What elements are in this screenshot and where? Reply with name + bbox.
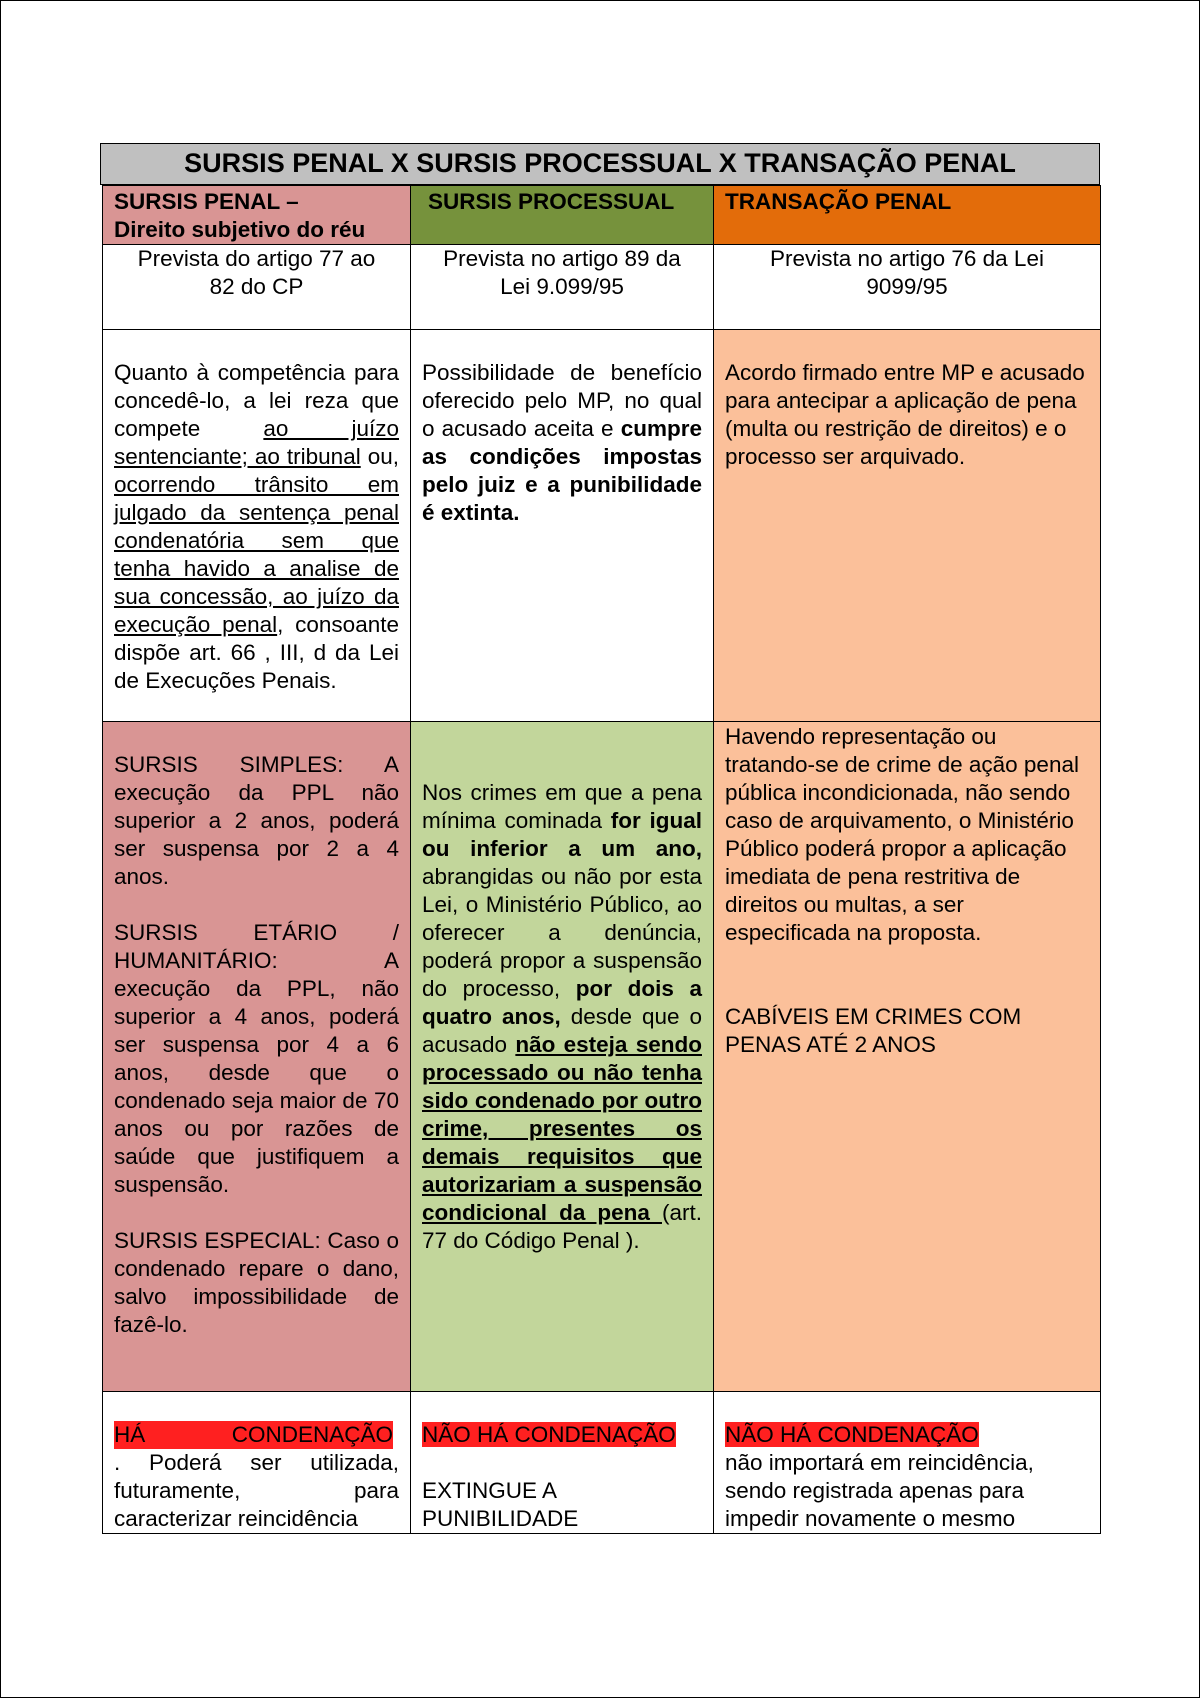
legal-basis-sursis-processual: Prevista no artigo 89 da Lei 9.099/95 [411,245,714,330]
conviction-sursis-processual [411,1392,714,1534]
definition-transacao-penal: Acordo firmado entre MP e acusado para antecipar a aplicação de pena (multa ou restrição de direitos) e o processo ser arquivado. [714,330,1101,722]
definition-sursis-penal [103,330,411,722]
types-sursis-processual [411,722,714,1392]
header-sursis-penal [103,186,411,245]
conviction-sursis-penal [103,1392,411,1534]
types-sursis-processual-bold-2: por dois a quatro anos, [422,976,702,1029]
definition-sursis-processual-bold: cumpre as condições impostas pelo juiz e a punibilidade é extinta. [422,416,702,525]
transacao-penal-proposal-text: Havendo representação ou tratando-se de crime de ação penal pública incondicionada, não sendo caso de arquivamento, o Ministério Público poderá propor a aplicação imediata de pena restritiva de direitos ou multas, a ser especificada na proposta. [725,724,1079,945]
conviction-row [103,1392,1101,1534]
sursis-simples-text: SURSIS SIMPLES: A execução da PPL não superior a 2 anos, poderá ser suspensa por 2 a 4 anos. [114,752,399,889]
sursis-especial-text: SURSIS ESPECIAL: Caso o condenado repare o dano, salvo impossibilidade de fazê-lo. [114,1228,399,1337]
types-transacao-penal [714,722,1101,1392]
legal-basis-transacao-penal: Prevista no artigo 76 da Lei 9099/95 [714,245,1101,330]
conviction-sursis-penal-highlight: HÁ CONDENAÇÃO [114,1422,393,1447]
transacao-penal-applicability-text: CABÍVEIS EM CRIMES COM PENAS ATÉ 2 ANOS [725,1004,1022,1057]
definition-sursis-penal-underlined-2: ocorrendo trânsito em julgado da sentença penal condenatória sem que tenha havido a analise de sua concessão, ao juízo da execução penal [114,472,399,637]
definition-row [103,330,1101,722]
conviction-transacao-penal-text: não importará em reincidência, sendo registrada apenas para impedir novamente o mesmo [725,1450,1034,1531]
types-sursis-penal [103,722,411,1392]
conviction-sursis-penal-text: . Poderá ser utilizada, futuramente, para caracterizar reincidência [114,1450,399,1531]
header-transacao-penal [714,186,1101,245]
header-sursis-processual-title: SURSIS PROCESSUAL [428,189,675,214]
definition-sursis-penal-text-1: Quanto à competência para concedê-lo, a lei reza que compete [114,360,399,441]
types-sursis-processual-bold-underlined: não esteja sendo processado ou não tenha sido condenado por outro crime, presentes os demais requisitos que autorizariam a suspensão condicional da pena [422,1032,702,1225]
header-row [103,186,1101,245]
sursis-etario-text: SURSIS ETÁRIO / HUMANITÁRIO: A execução da PPL, não superior a 4 anos, poderá ser suspensa por 4 a 6 anos, desde que o condenado seja maior de 70 anos ou por razões de saúde que justifiquem a suspensão. [114,920,399,1197]
types-sursis-processual-text-1: Nos crimes em que a pena mínima cominada [422,780,702,833]
conviction-sursis-processual-highlight: NÃO HÁ CONDENAÇÃO [422,1422,676,1447]
legal-basis-row [103,245,1101,330]
header-transacao-penal-title: TRANSAÇÃO PENAL [725,189,952,214]
header-sursis-penal-title: SURSIS PENAL – [114,189,299,214]
types-row [103,722,1101,1392]
document-title: SURSIS PENAL X SURSIS PROCESSUAL X TRANSAÇÃO PENAL [100,143,1100,185]
types-sursis-processual-text-2: abrangidas ou não por esta Lei, o Ministério Público, ao oferecer a denúncia, poderá propor a suspensão do processo, [422,864,702,1001]
definition-sursis-penal-text-2: ou, [360,444,399,469]
types-sursis-processual-text-3: desde que o acusado [422,1004,702,1057]
conviction-transacao-penal [714,1392,1101,1534]
types-sursis-processual-text-4: (art. 77 do Código Penal ). [422,1200,702,1253]
conviction-transacao-penal-highlight: NÃO HÁ CONDENAÇÃO [725,1422,979,1447]
definition-sursis-processual [411,330,714,722]
definition-sursis-processual-text: Possibilidade de benefício oferecido pelo MP, no qual o acusado aceita e [422,360,702,441]
types-sursis-processual-bold-1: for igual ou inferior a um ano, [422,808,703,861]
comparison-table [102,185,1101,1534]
header-sursis-penal-subtitle: Direito subjetivo do réu [114,217,366,242]
conviction-sursis-processual-text: EXTINGUE A PUNIBILIDADE [422,1478,579,1531]
legal-basis-sursis-penal: Prevista do artigo 77 ao 82 do CP [103,245,411,330]
definition-sursis-penal-underlined-1: ao juízo sentenciante; ao tribunal [114,416,399,469]
definition-sursis-penal-text-3: , consoante dispõe art. 66 , III, d da Lei de Execuções Penais. [114,612,399,693]
header-sursis-processual [411,186,714,245]
